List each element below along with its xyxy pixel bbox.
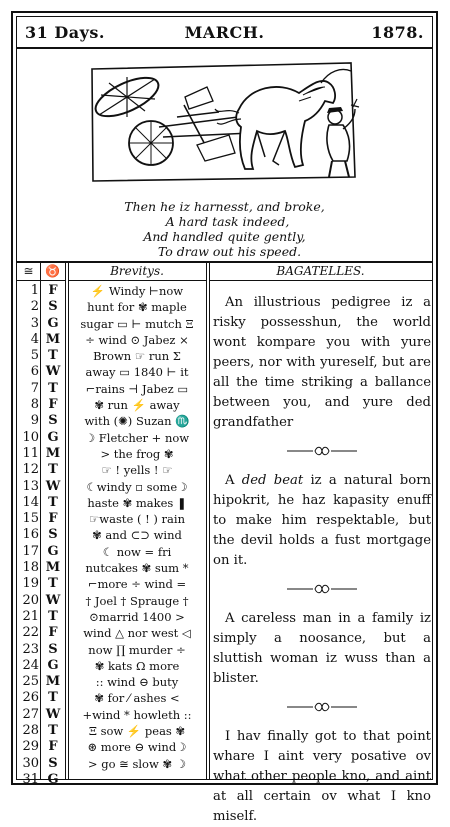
- day-number: 18: [22, 560, 39, 576]
- day-number: 23: [22, 641, 39, 657]
- brevitys-list: [68, 283, 206, 772]
- brevity-line: ✾ kats Ω more: [94, 658, 180, 673]
- day-row: [17, 430, 65, 446]
- verse-line: To draw out his speed.: [157, 244, 302, 259]
- weekday-letter: W: [45, 592, 61, 608]
- weekday-letter: W: [45, 364, 61, 380]
- day-row: [17, 283, 65, 299]
- day-number: 10: [22, 429, 39, 445]
- weekday-letter: M: [45, 674, 61, 690]
- day-row: [17, 625, 65, 641]
- weekday-header: ♉: [40, 263, 65, 281]
- day-row: [17, 756, 65, 772]
- day-row: [17, 316, 65, 332]
- day-row: [17, 690, 65, 706]
- weekday-letter: F: [48, 739, 58, 755]
- day-row: [17, 544, 65, 560]
- weekday-letter: T: [48, 690, 58, 706]
- weekday-letter: F: [48, 511, 58, 527]
- day-row: [17, 495, 65, 511]
- brevity-line: ⌐more ÷ wind =: [87, 577, 187, 592]
- weekday-letter: T: [48, 380, 58, 396]
- weekday-letter: W: [45, 706, 61, 722]
- day-number: 16: [22, 527, 39, 543]
- brevity-line: ☞waste ( ! ) rain: [89, 512, 185, 527]
- day-number: 6: [30, 364, 39, 380]
- day-row: [17, 332, 65, 348]
- day-number: 13: [22, 478, 39, 494]
- day-row: [17, 576, 65, 592]
- brevity-line: ☾ now = fri: [102, 544, 172, 559]
- weekday-letter: S: [48, 527, 58, 543]
- day-row: [17, 723, 65, 739]
- almanac-page: [11, 11, 438, 824]
- brevity-line: † Joel † Sprauge †: [85, 593, 189, 608]
- weekday-letter: T: [48, 576, 58, 592]
- weekday-letter: T: [48, 348, 58, 364]
- brevity-line: ÷ wind ⊙ Jabez ×: [85, 332, 189, 347]
- day-number: 25: [22, 674, 39, 690]
- verse-line: A hard task indeed,: [165, 214, 290, 229]
- day-row: [17, 364, 65, 380]
- day-row: [17, 707, 65, 723]
- weekday-letter: M: [45, 560, 61, 576]
- brevity-line: now ∏ murder ÷: [88, 642, 186, 657]
- day-number: 7: [30, 380, 39, 396]
- day-number: 21: [22, 608, 39, 624]
- bagatelle-paragraph: A careless man in a family iz simply a noosance, but a sluttish woman iz wuss than a blister.: [213, 611, 431, 686]
- weekday-letter: G: [47, 771, 59, 787]
- weekday-letter: S: [48, 413, 58, 429]
- column-divider: [65, 263, 66, 779]
- ornament-divider: [213, 433, 431, 471]
- brevity-line: Brown ☞ run Σ: [93, 349, 181, 364]
- brevity-line: wind △ nor west ◁: [83, 626, 191, 641]
- brevity-line: ☽ Fletcher + now: [84, 430, 190, 445]
- month-title: MARCH.: [184, 23, 265, 42]
- day-row: [17, 299, 65, 315]
- day-number: 3: [30, 315, 39, 331]
- day-number: 24: [22, 657, 39, 673]
- weekday-letter: M: [45, 445, 61, 461]
- day-number-header: ≅: [17, 263, 40, 281]
- runaway-horse-illustration: [89, 57, 361, 187]
- day-number: 5: [30, 348, 39, 364]
- day-row: [17, 527, 65, 543]
- day-number: 28: [22, 723, 39, 739]
- day-list: [17, 283, 65, 788]
- brevity-line: with (✺) Suzan ♏: [84, 414, 190, 429]
- brevity-line: ⊛ more ⊖ wind☽: [87, 740, 187, 755]
- day-row: [17, 739, 65, 755]
- day-row: [17, 381, 65, 397]
- verse: [17, 199, 432, 259]
- brevity-line: > the frog ✾: [100, 446, 174, 461]
- brevity-line: nutcakes ✾ sum *: [85, 561, 189, 576]
- bagatelles-text: [213, 293, 431, 827]
- brevity-line: haste ✾ makes ❚: [87, 495, 187, 510]
- weekday-letter: G: [47, 657, 59, 673]
- day-number: 31: [22, 771, 39, 787]
- brevity-line: ⌐rains ⊣ Jabez ▭: [85, 381, 189, 396]
- brevity-line: +wind * howleth ::: [82, 707, 192, 722]
- day-row: [17, 642, 65, 658]
- verse-line: Then he iz harnesst, and broke,: [124, 199, 325, 214]
- day-row: [17, 609, 65, 625]
- day-number: 29: [22, 739, 39, 755]
- day-number: 12: [22, 462, 39, 478]
- ornament-divider: [213, 689, 431, 727]
- brevitys-header: Brevitys.: [68, 263, 206, 281]
- weekday-letter: T: [48, 608, 58, 624]
- weekday-letter: F: [48, 397, 58, 413]
- verse-line: And handled quite gently,: [143, 229, 306, 244]
- weekday-letter: S: [48, 755, 58, 771]
- weekday-letter: G: [47, 543, 59, 559]
- day-number: 20: [22, 592, 39, 608]
- day-number: 30: [22, 755, 39, 771]
- page-inner-frame: [16, 16, 433, 824]
- day-number: 19: [22, 576, 39, 592]
- day-row: [17, 348, 65, 364]
- brevity-line: ☾windy ▫ some☽: [86, 479, 188, 494]
- brevity-line: ⚡ Windy ⊢now: [90, 284, 184, 298]
- weekday-letter: T: [48, 462, 58, 478]
- day-number: 4: [30, 331, 39, 347]
- day-number: 22: [22, 625, 39, 641]
- weekday-letter: F: [48, 625, 58, 641]
- brevity-line: ✾ for ⁄ ashes <: [94, 691, 180, 706]
- brevity-line: sugar ▭ ⊢ mutch Ξ: [80, 316, 194, 331]
- day-row: [17, 479, 65, 495]
- day-number: 2: [30, 299, 39, 315]
- days-count: 31 Days.: [25, 23, 105, 42]
- bagatelles-header: BAGATELLES.: [209, 263, 432, 281]
- day-row: [17, 397, 65, 413]
- day-row: [17, 658, 65, 674]
- weekday-letter: G: [47, 429, 59, 445]
- weekday-letter: G: [47, 315, 59, 331]
- day-number: 11: [22, 445, 39, 461]
- brevity-line: ✾ run ⚡ away: [94, 398, 180, 413]
- day-row: [17, 560, 65, 576]
- day-row: [17, 772, 65, 788]
- day-row: [17, 413, 65, 429]
- brevity-line: > go ≅ slow ✾ ☽: [87, 756, 187, 771]
- day-number: 8: [30, 397, 39, 413]
- day-row: [17, 446, 65, 462]
- brevity-line: Ξ sow ⚡ peas ✾: [88, 724, 186, 739]
- column-divider: [206, 263, 207, 779]
- day-row: [17, 674, 65, 690]
- day-row: [17, 593, 65, 609]
- weekday-letter: S: [48, 299, 58, 315]
- brevity-line: ☞ ! yells ! ☞: [101, 463, 173, 478]
- column-divider: [209, 263, 210, 779]
- weekday-letter: T: [48, 723, 58, 739]
- day-number: 26: [22, 690, 39, 706]
- day-number: 9: [30, 413, 39, 429]
- day-number: 1: [30, 283, 39, 298]
- weekday-letter: W: [45, 478, 61, 494]
- page-header: [17, 17, 432, 49]
- weekday-letter: S: [48, 641, 58, 657]
- brevity-line: ✾ and ⊂⊃ wind: [92, 528, 182, 543]
- brevity-line: :: wind ⊖ buty: [95, 675, 179, 690]
- day-row: [17, 462, 65, 478]
- brevity-line: ⊙marrid 1400 >: [89, 609, 185, 624]
- day-number: 15: [22, 511, 39, 527]
- ornament-divider: [213, 571, 431, 609]
- brevity-line: hunt for ✾ maple: [87, 300, 187, 315]
- bagatelle-paragraph: I hav finally got to that point whare I aint very posative ov what other people kno, and aint at all certain ov what I kno miself.: [213, 729, 431, 824]
- day-number: 17: [22, 543, 39, 559]
- calendar-grid: [17, 261, 432, 824]
- day-row: [17, 511, 65, 527]
- bagatelle-paragraph: A ded beat iz a natural born hipokrit, he haz kapasity enuff to make him respektable, but the devil holds a fust mortgage on it.: [213, 473, 431, 568]
- weekday-letter: F: [48, 283, 58, 298]
- day-number: 27: [22, 706, 39, 722]
- weekday-letter: M: [45, 331, 61, 347]
- brevity-line: away ▭ 1840 ⊢ it: [85, 365, 189, 380]
- weekday-letter: T: [48, 494, 58, 510]
- year: 1878.: [371, 23, 424, 42]
- bagatelle-paragraph: An illustrious pedigree iz a risky possesshun, the world wont kompare you with yure peers, nor with yureself, but are all the time striking a ballance between you, and yure ded grandfather: [213, 295, 431, 430]
- day-number: 14: [22, 494, 39, 510]
